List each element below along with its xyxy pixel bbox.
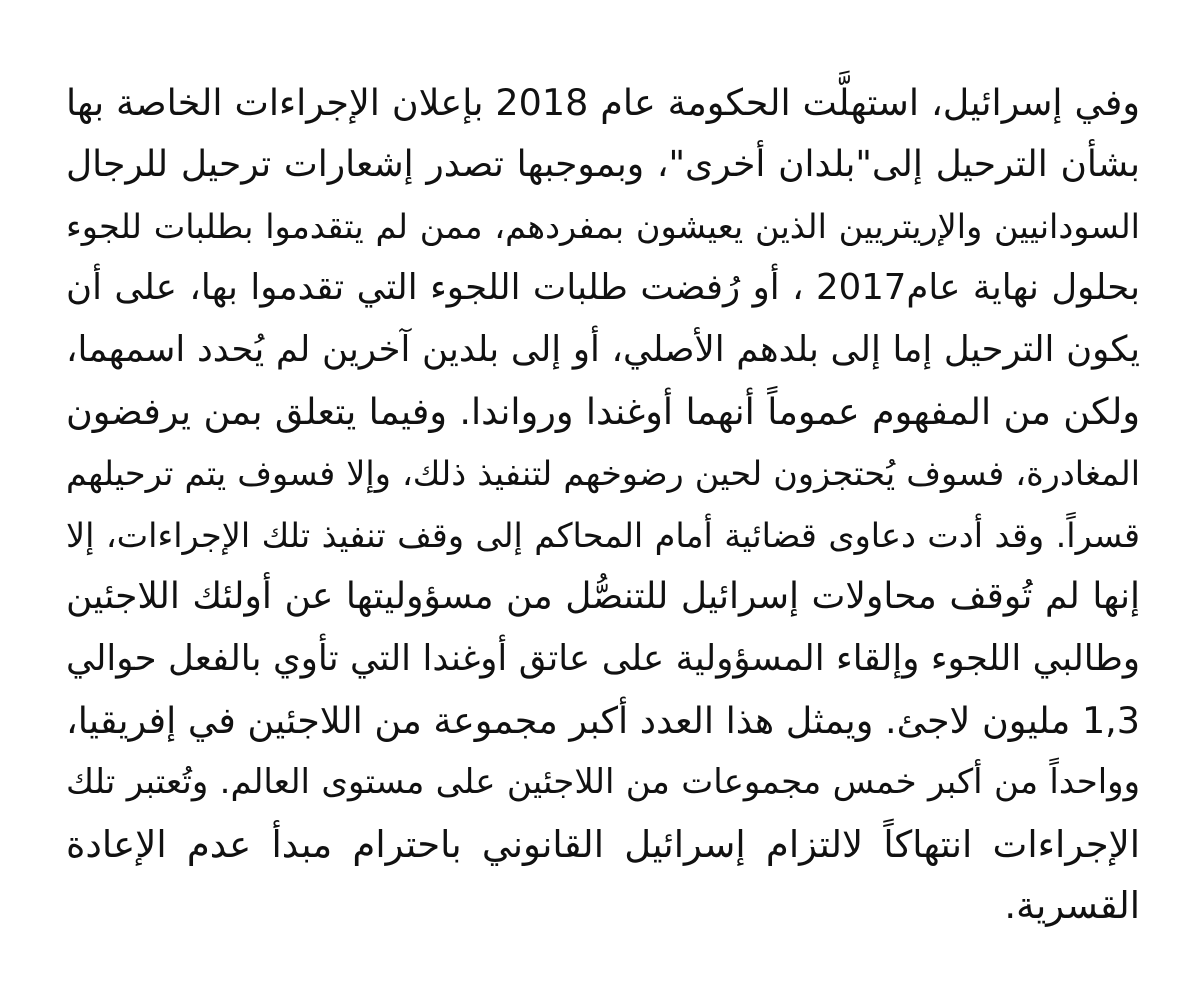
paragraph-line-9: إنها لم تُوقف محاولات إسرائيل للتنصُّل من مسؤوليتها عن أولئك اللاجئين (66, 576, 1140, 618)
arabic-paragraph (66, 72, 1140, 937)
paragraph-line-12: وواحداً من أكبر خمس مجموعات من اللاجئين على مستوى العالم. وتُعتبر تلك (66, 761, 1140, 802)
paragraph-line-8: قسراً. وقد أدت دعاوى قضائية أمام المحاكم إلى وقف تنفيذ تلك الإجراءات، إلا (66, 515, 1140, 555)
paragraph-line-5: يكون الترحيل إما إلى بلدهم الأصلي، أو إلى بلدين آخرين لم يُحدد اسمهما، (66, 329, 1140, 371)
paragraph-line-11: 1,3 مليون لاجئ. ويمثل هذا العدد أكبر مجموعة من اللاجئين في إفريقيا، (66, 698, 1140, 742)
paragraph-line-10: وطالبي اللجوء وإلقاء المسؤولية على عاتق أوغندا التي تأوي بالفعل حوالي (66, 638, 1140, 680)
paragraph-line-3: السودانيين والإريتريين الذين يعيشون بمفردهم، ممن لم يتقدموا بطلبات للجوء (66, 206, 1140, 246)
paragraph-line-2: بشأن الترحيل إلى"بلدان أخرى"، وبموجبها تصدر إشعارات ترحيل للرجال (66, 143, 1140, 185)
paragraph-line-14: القسرية. (1004, 884, 1140, 928)
paragraph-line-7: المغادرة، فسوف يُحتجزون لحين رضوخهم لتنفيذ ذلك، وإلا فسوف يتم ترحيلهم (66, 453, 1140, 493)
paragraph-line-6: ولكن من المفهوم عموماً أنهما أوغندا ورواندا. وفيما يتعلق بمن يرفضون (66, 389, 1140, 433)
paragraph-line-4: بحلول نهاية عام2017 ، أو رُفضت طلبات اللجوء التي تقدموا بها، على أن (66, 267, 1141, 309)
paragraph-line-1: وفي إسرائيل، استهلَّت الحكومة عام 2018 بإعلان الإجراءات الخاصة بها (66, 81, 1140, 124)
paragraph-line-13: الإجراءات انتهاكاً لالتزام إسرائيل القانوني باحترام مبدأ عدم الإعادة (66, 822, 1140, 866)
